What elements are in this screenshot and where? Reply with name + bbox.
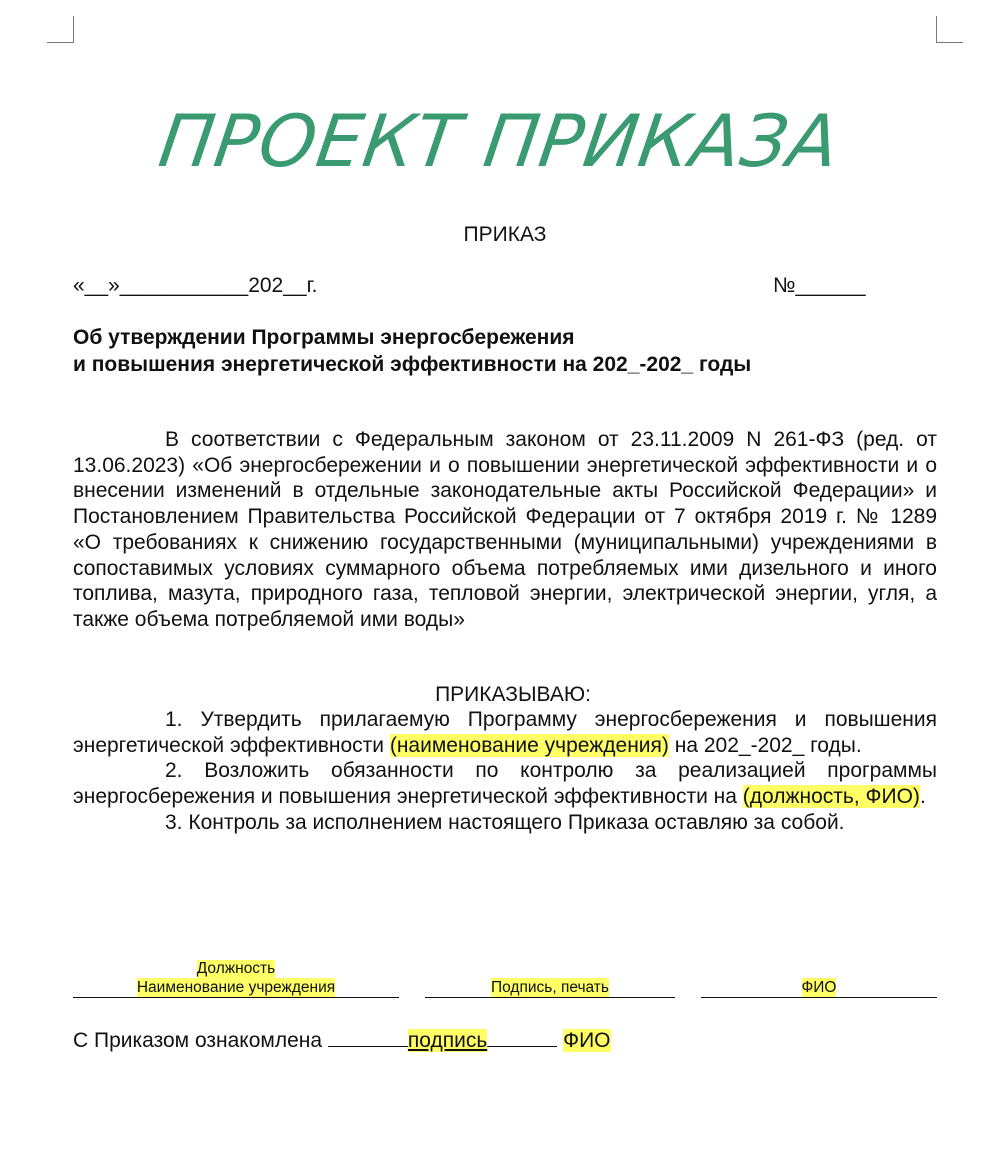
crop-mark-top-right bbox=[936, 16, 963, 43]
order-item-1 bbox=[73, 707, 937, 758]
acknowledgement-blank-left bbox=[328, 1026, 408, 1047]
draft-watermark: ПРОЕКТ ПРИКАЗА bbox=[154, 99, 845, 183]
signature-block-position bbox=[73, 960, 399, 998]
order-item-2 bbox=[73, 758, 937, 809]
order-item-2-tail: . bbox=[919, 785, 926, 809]
acknowledgement-sign-label: подпись bbox=[407, 1029, 488, 1052]
crop-mark-top-left bbox=[47, 16, 74, 43]
acknowledgement-fio-label: ФИО bbox=[563, 1029, 611, 1052]
signature-block-fio bbox=[701, 960, 937, 998]
order-word: ПРИКАЗЫВАЮ: bbox=[435, 683, 591, 706]
order-item-1-tail: на 202_-202_ годы. bbox=[668, 733, 862, 757]
order-item-2-text: 2. Возложить обязанности по контролю за реализацией программы энергосбережения и повышения энергетической эффективности на bbox=[73, 759, 937, 809]
order-subject-line-1: Об утверждении Программы энергосбережения bbox=[73, 326, 575, 349]
document-type-title: ПРИКАЗ bbox=[463, 223, 547, 246]
order-items bbox=[73, 707, 937, 836]
order-subject bbox=[73, 324, 751, 378]
acknowledgement-blank-right bbox=[487, 1026, 557, 1047]
signature-block-sign bbox=[425, 960, 675, 998]
order-item-1-text: 1. Утвердить прилагаемую Программу энергосбережения и повышения энергетической эффективности bbox=[73, 708, 937, 757]
order-date-field: «__»___________202__г. bbox=[73, 274, 318, 297]
acknowledgement-line bbox=[73, 1026, 611, 1053]
order-subject-line-2: и повышения энергетической эффективности на 202_-202_ годы bbox=[73, 353, 752, 376]
preamble-section bbox=[73, 427, 937, 633]
acknowledgement-text: С Приказом ознакомлена bbox=[73, 1029, 323, 1052]
institution-placeholder: (наименование учреждения) bbox=[389, 733, 669, 757]
position-label: Должность bbox=[196, 960, 276, 977]
order-number-field: №______ bbox=[773, 274, 866, 297]
order-item-3: 3. Контроль за исполнением настоящего Приказа оставляю за собой. bbox=[165, 810, 845, 834]
institution-label: Наименование учреждения bbox=[136, 979, 336, 996]
fio-label: ФИО bbox=[801, 979, 837, 996]
position-fio-placeholder: (должность, ФИО) bbox=[742, 785, 920, 809]
preamble-paragraph: В соответствии с Федеральным законом от 23.11.2009 N 261-ФЗ (ред. от 13.06.2023) «Об энергосбережении и о повышении энергетической эффективности и о внесении изменений в отдельные законодательные акты Российской Федерации» и Постановлением Правительства Российской Федерации от 7 октября 2019 г. № 1289 «О требованиях к снижению государственными (муниципальными) учреждениями в сопоставимых условиях суммарного объема потребляемых ими дизельного и иного топлива, мазута, природного газа, тепловой энергии, электрической энергии, угля, а также объема потребляемой ими воды» bbox=[73, 428, 937, 631]
sign-stamp-label: Подпись, печать bbox=[491, 979, 609, 996]
